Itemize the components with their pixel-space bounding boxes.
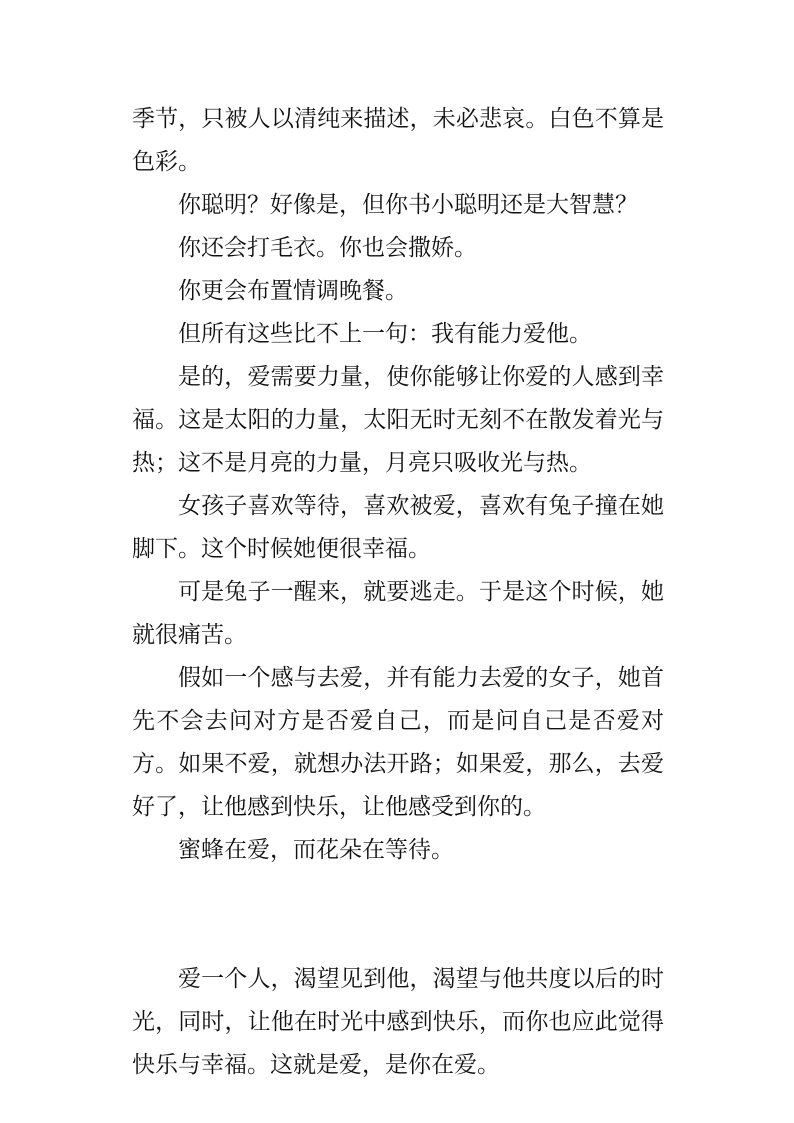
paragraph-8: 可是兔子一醒来，就要逃走。于是这个时候，她就很痛苦。 (132, 579, 664, 648)
paragraph-11: 爱一个人，渴望见到他，渴望与他共度以后的时光，同时，让他在时光中感到快乐，而你也应此觉得快乐与幸福。这就是爱，是你在爱。 (132, 966, 664, 1078)
section-gap (132, 872, 664, 915)
paragraph-3: 你还会打毛衣。你也会撒娇。 (178, 235, 477, 261)
paragraph-9: 假如一个感与去爱，并有能力去爱的女子，她首先不会去问对方是否爱自己，而是问自己是否爱对方。如果不爱，就想办法开路；如果爱，那么，去爱好了，让他感到快乐，让他感受到你的。 (132, 665, 664, 820)
section-gap (132, 915, 664, 958)
paragraph-5: 但所有这些比不上一句：我有能力爱他。 (178, 321, 592, 347)
paragraph-2: 你聪明？好像是，但你书小聪明还是大智慧？ (178, 192, 638, 218)
paragraph-6: 是的，爱需要力量，使你能够让你爱的人感到幸福。这是太阳的力量，太阳无时无刻不在散发着光与热；这不是月亮的力量，月亮只吸收光与热。 (132, 364, 664, 476)
paragraph-7: 女孩子喜欢等待，喜欢被爱，喜欢有兔子撞在她脚下。这个时候她便很幸福。 (132, 493, 664, 562)
paragraph-4: 你更会布置情调晚餐。 (178, 278, 408, 304)
paragraph-1: 季节，只被人以清纯来描述，未必悲哀。白色不算是色彩。 (132, 106, 664, 175)
document-body (132, 98, 664, 1087)
paragraph-10: 蜜蜂在爱，而花朵在等待。 (178, 837, 454, 863)
